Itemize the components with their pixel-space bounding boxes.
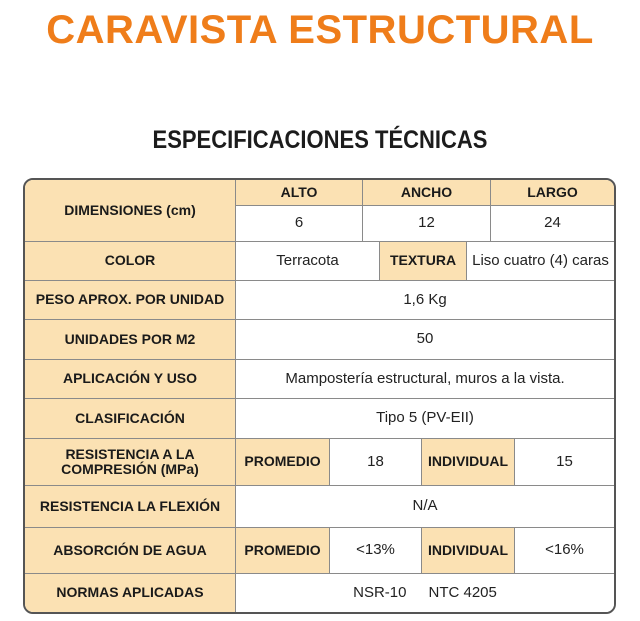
weight-value: 1,6 Kg — [236, 281, 614, 320]
standard-nsr-10: NSR-10 — [353, 583, 407, 601]
compression-individual-value: 15 — [515, 439, 614, 486]
application-value: Mampostería estructural, muros a la vista. — [236, 360, 614, 399]
absorption-average-value: <13% — [330, 528, 422, 574]
compression-individual-label: INDIVIDUAL — [422, 439, 515, 486]
absorption-individual-value: <16% — [515, 528, 614, 574]
dimensions-label: DIMENSIONES (cm) — [25, 180, 236, 242]
compression-label-line1: RESISTENCIA A LA — [65, 445, 195, 462]
color-label: COLOR — [25, 242, 236, 281]
absorption-label: ABSORCIÓN DE AGUA — [25, 528, 236, 574]
units-value: 50 — [236, 320, 614, 360]
dimension-header-alto: ALTO — [236, 180, 363, 206]
compression-label — [25, 439, 236, 486]
texture-value: Liso cuatro (4) caras — [467, 242, 614, 281]
units-label: UNIDADES POR M2 — [25, 320, 236, 360]
application-label: APLICACIÓN Y USO — [25, 360, 236, 399]
standards-values — [236, 574, 614, 612]
absorption-average-label: PROMEDIO — [236, 528, 330, 574]
weight-label: PESO APROX. POR UNIDAD — [25, 281, 236, 320]
dimension-header-ancho: ANCHO — [363, 180, 491, 206]
flexion-label: RESISTENCIA LA FLEXIÓN — [25, 486, 236, 528]
page-title: CARAVISTA ESTRUCTURAL — [46, 8, 594, 52]
compression-label-line2: COMPRESIÓN (MPa) — [61, 461, 199, 477]
texture-label: TEXTURA — [380, 242, 467, 281]
flexion-value: N/A — [236, 486, 614, 528]
dimension-header-largo: LARGO — [491, 180, 614, 206]
specifications-table — [23, 178, 616, 614]
standard-ntc-4205: NTC 4205 — [428, 583, 497, 601]
dimension-value-largo: 24 — [491, 206, 614, 242]
standards-label: NORMAS APLICADAS — [25, 574, 236, 612]
dimension-value-alto: 6 — [236, 206, 363, 242]
compression-average-value: 18 — [330, 439, 422, 486]
absorption-individual-label: INDIVIDUAL — [422, 528, 515, 574]
classification-value: Tipo 5 (PV-EII) — [236, 399, 614, 439]
dimension-value-ancho: 12 — [363, 206, 491, 242]
color-value: Terracota — [236, 242, 380, 281]
classification-label: CLASIFICACIÓN — [25, 399, 236, 439]
compression-average-label: PROMEDIO — [236, 439, 330, 486]
section-title: ESPECIFICACIONES TÉCNICAS — [152, 126, 488, 154]
